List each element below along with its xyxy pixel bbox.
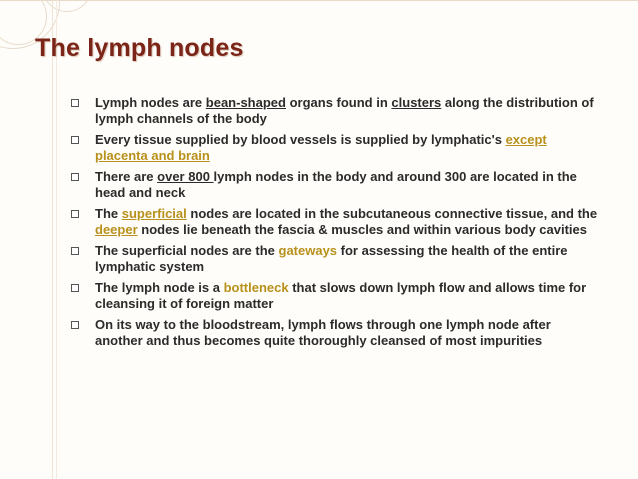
bullet-item [71,243,601,275]
hollow-square-bullet-icon [71,210,79,218]
bullet-text-segment: clusters [391,95,442,110]
bullet-text-segment: deeper [95,222,138,237]
bullet-item [71,317,601,349]
bullet-text-segment: bean-shaped [205,95,286,110]
bullet-text-segment: nodes are located in the subcutaneous connective tissue, and the [186,206,598,221]
bullet-text-segment: lymph nodes in the body and around 300 are located in the head and neck [95,169,577,200]
bullet-text-segment: On its way to the bloodstream, lymph flows through one lymph node after another and thus becomes quite thoroughly cleansed of most impurities [95,317,551,348]
bullet-text-segment: The [95,206,122,221]
bullet-item [71,280,601,312]
hollow-square-bullet-icon [71,284,79,292]
bullet-text-segment: Every tissue supplied by blood vessels is supplied by lymphatic's [95,132,506,147]
bullet-item [71,169,601,201]
decorative-vertical-line-faint [56,0,57,479]
hollow-square-bullet-icon [71,321,79,329]
hollow-square-bullet-icon [71,247,79,255]
slide-title: The lymph nodes [35,34,244,62]
decorative-vertical-line [52,0,53,479]
hollow-square-bullet-icon [71,173,79,181]
bullet-text-segment: Lymph nodes are [95,95,206,110]
bullet-text-segment: There are [95,169,158,184]
bullet-text-segment: along the distribution of lymph channels of the body [95,95,594,126]
hollow-square-bullet-icon [71,99,79,107]
bullet-text-segment: nodes lie beneath the fascia & muscles and within various body cavities [137,222,587,237]
bullet-text-segment: gateways [278,243,338,258]
bullet-text-segment: The lymph node is a [95,280,224,295]
bullet-text-segment: that slows down lymph flow and allows time for cleansing it of foreign matter [95,280,587,311]
hollow-square-bullet-icon [71,136,79,144]
bullet-text-segment: for assessing the health of the entire lymphatic system [95,243,568,274]
bullet-list [71,95,601,354]
bullet-item [71,132,601,164]
bullet-text-segment: over 800 [157,169,214,184]
bullet-item [71,95,601,127]
bullet-text-segment: bottleneck [223,280,289,295]
bullet-item [71,206,601,238]
bullet-text-segment: organs found in [285,95,392,110]
bullet-text-segment: The superficial nodes are the [95,243,279,258]
bullet-text-segment: superficial [121,206,187,221]
bullet-text-segment: placenta and brain [95,148,210,163]
bullet-text-segment: except [505,132,547,147]
top-rule [0,0,638,1]
